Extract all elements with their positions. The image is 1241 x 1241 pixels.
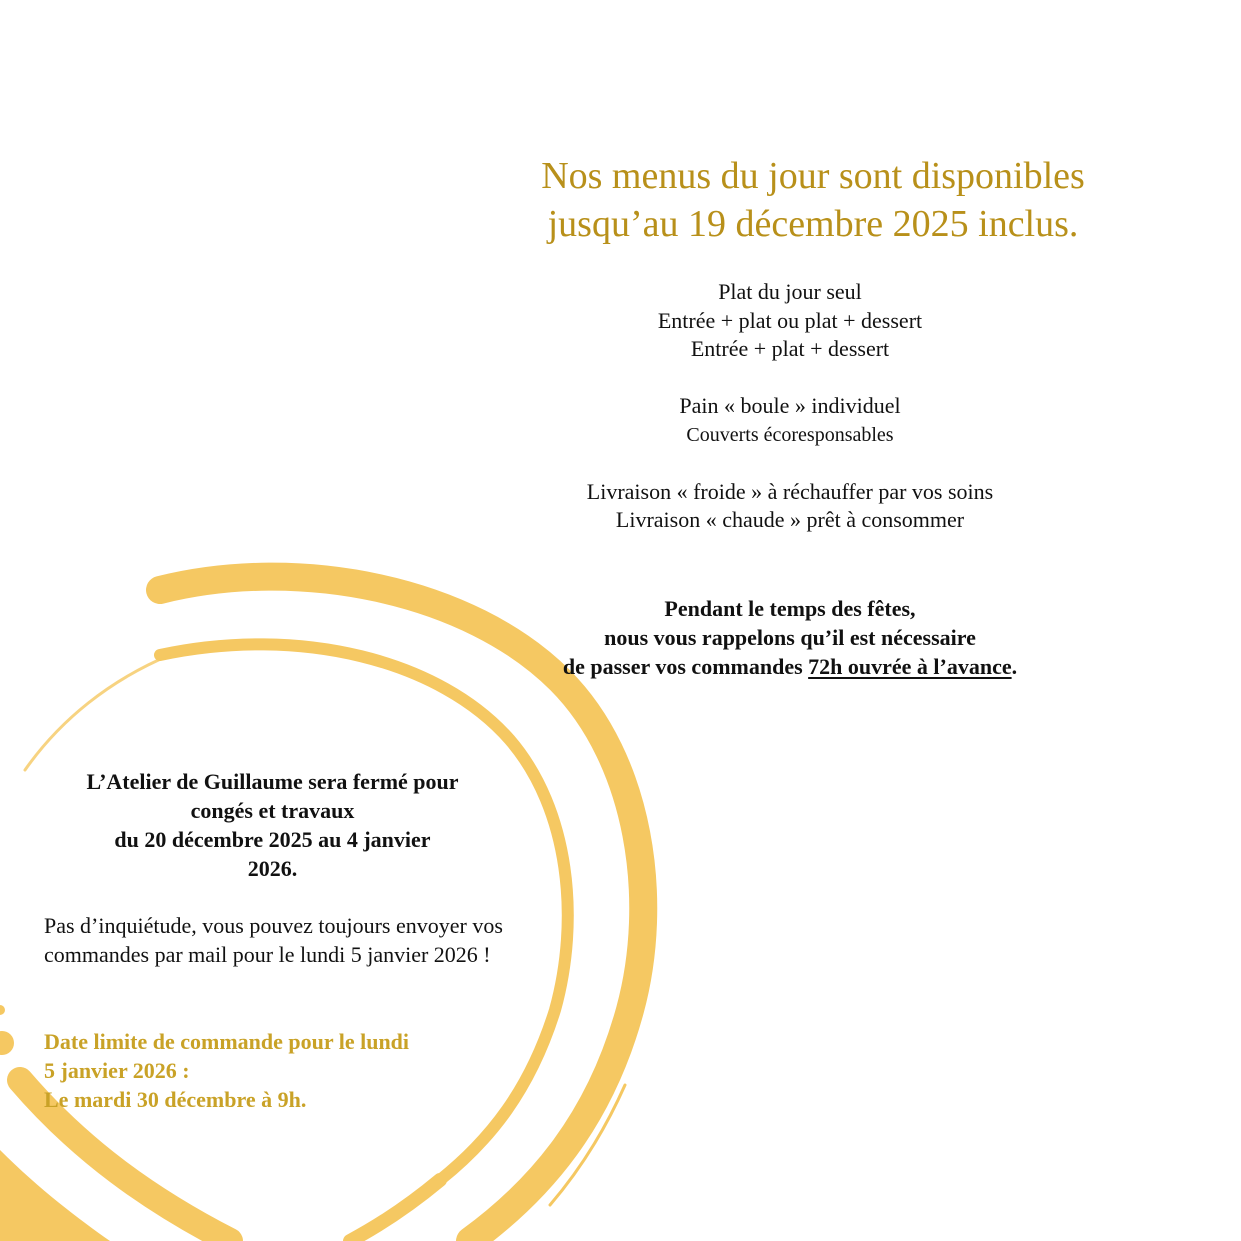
ring-blob bbox=[0, 1031, 14, 1055]
order-deadline bbox=[44, 1027, 514, 1114]
email-order-note: Pas d’inquiétude, vous pouvez toujours envoyer vos commandes par mail pour le lundi 5 janvier 2026 ! bbox=[44, 913, 503, 967]
inner-ring-lower-stroke bbox=[350, 1180, 440, 1241]
closure-line: L’Atelier de Guillaume sera fermé pour bbox=[86, 769, 459, 794]
closure-line: congés et travaux bbox=[190, 798, 355, 823]
holiday-reminder bbox=[490, 594, 1090, 681]
menu-offer-list bbox=[540, 278, 1040, 535]
closure-notice bbox=[40, 767, 505, 883]
reminder-suffix: . bbox=[1011, 654, 1018, 679]
deadline-line: Date limite de commande pour le lundi bbox=[44, 1029, 410, 1054]
inner-ring-thin-top bbox=[25, 655, 170, 770]
spacer bbox=[540, 364, 1040, 393]
formula-item: Entrée + plat + dessert bbox=[690, 336, 890, 361]
closure-line: 2026. bbox=[247, 856, 298, 881]
spacer bbox=[540, 449, 1040, 478]
deadline-line: 5 janvier 2026 : bbox=[44, 1058, 190, 1083]
lead-time-emphasis: 72h ouvrée à l’avance bbox=[808, 654, 1012, 679]
deadline-line: Le mardi 30 décembre à 9h. bbox=[44, 1087, 307, 1112]
delivery-item: Livraison « froide » à réchauffer par vos soins bbox=[586, 478, 994, 504]
reminder-prefix: de passer vos commandes bbox=[562, 654, 809, 679]
formula-item: Entrée + plat ou plat + dessert bbox=[657, 307, 923, 333]
ring-blob bbox=[0, 1005, 5, 1015]
reminder-line bbox=[490, 652, 1090, 681]
heading-line: Nos menus du jour sont disponibles bbox=[541, 155, 1085, 197]
heading-line: jusqu’au 19 décembre 2025 inclus. bbox=[547, 203, 1079, 245]
extra-item: Couverts écoresponsables bbox=[686, 423, 894, 446]
formula-item: Plat du jour seul bbox=[718, 279, 862, 304]
reminder-line: nous vous rappelons qu’il est nécessaire bbox=[604, 625, 976, 650]
delivery-item: Livraison « chaude » prêt à consommer bbox=[615, 507, 965, 532]
availability-heading bbox=[490, 152, 1136, 248]
closure-line: du 20 décembre 2025 au 4 janvier bbox=[114, 827, 431, 852]
extra-item: Pain « boule » individuel bbox=[679, 393, 901, 418]
reminder-line: Pendant le temps des fêtes, bbox=[664, 596, 916, 621]
